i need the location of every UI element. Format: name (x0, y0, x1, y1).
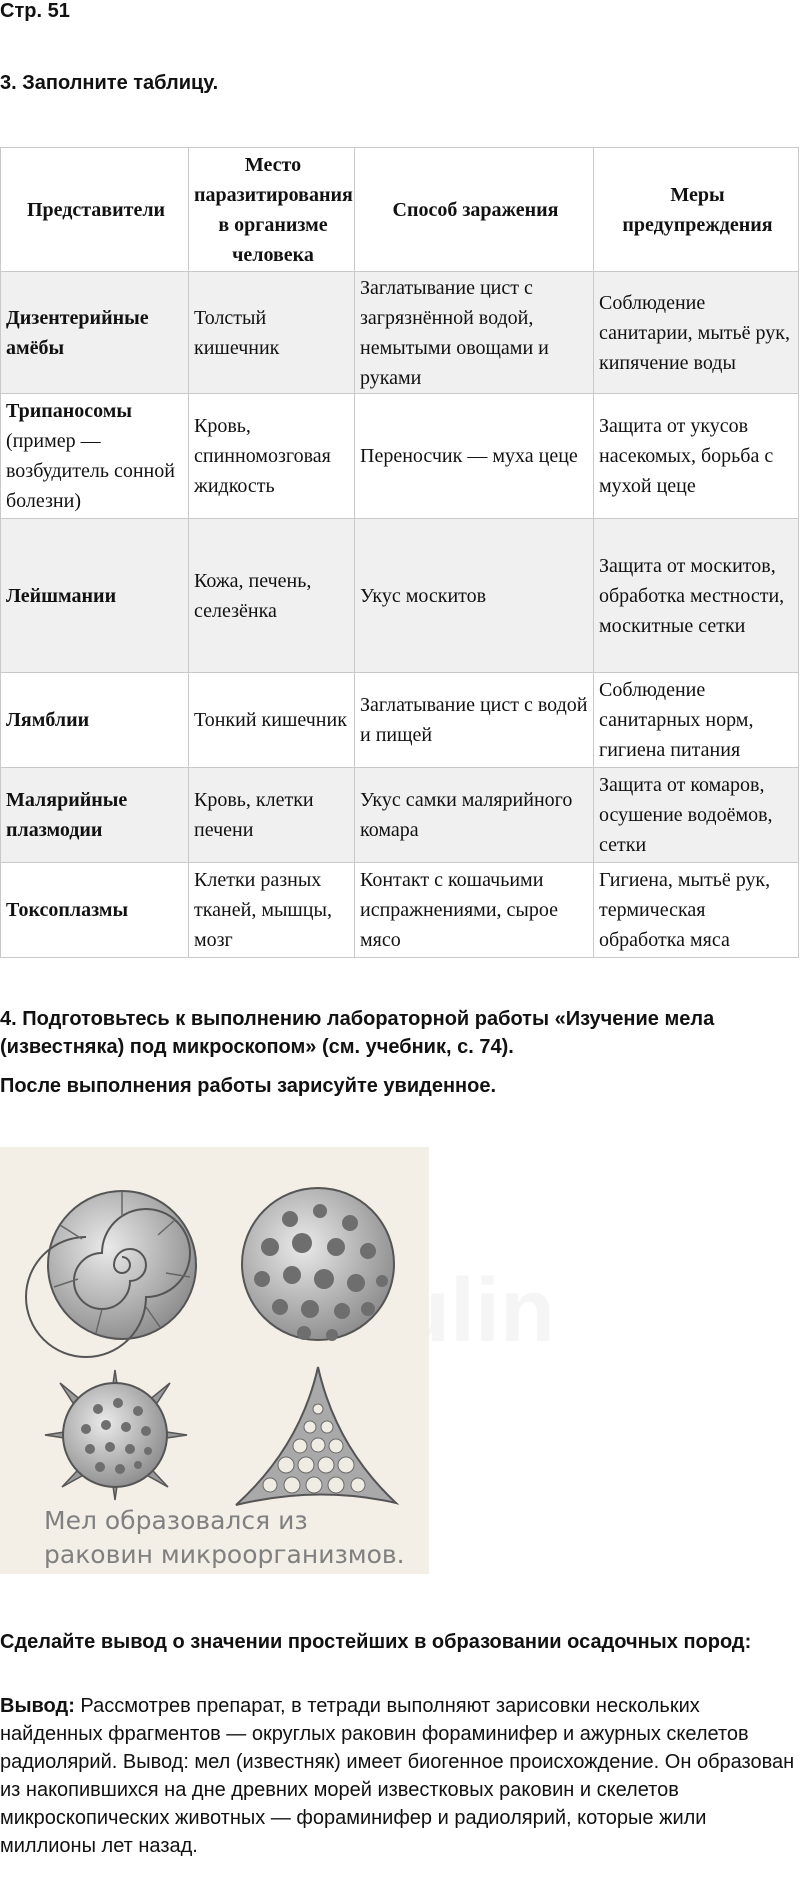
cell-infection: Заглатывание цист с загрязнённой водой, немытыми овощами и руками (355, 272, 594, 394)
cell-infection: Контакт с кошачьими испражнениями, сырое мясо (355, 863, 594, 958)
row-name: Лейшмании (6, 584, 117, 607)
cell-infection: Укус москитов (355, 519, 594, 673)
cell-prevention: Защита от комаров, осушение водоёмов, сетки (594, 768, 799, 863)
task-3-title: 3. Заполните таблицу. (0, 72, 219, 94)
cell-name (1, 863, 189, 958)
table-row (1, 768, 799, 863)
row-name: Дизентерийные амёбы (6, 306, 149, 359)
foraminifera-spiral-drawing (26, 1191, 196, 1357)
cell-place: Толстый кишечник (189, 272, 355, 394)
cell-infection: Укус самки малярийного комара (355, 768, 594, 863)
table-row (1, 394, 799, 519)
cell-prevention: Защита от укусов насекомых, борьба с мухой цеце (594, 394, 799, 519)
table-header-row (1, 148, 799, 272)
cell-prevention: Соблюдение санитарии, мытьё рук, кипячение воды (594, 272, 799, 394)
row-name: Малярийные плазмодии (6, 789, 128, 841)
table-row (1, 863, 799, 958)
header-representatives: Представители (1, 148, 189, 272)
header-infection: Способ заражения (355, 148, 594, 272)
row-name: Лямблии (6, 709, 90, 731)
task-4-instruction: После выполнения работы зарисуйте увиденное. (0, 1075, 497, 1097)
table-row (1, 673, 799, 768)
header-place: Место паразитирования в организме человека (189, 148, 355, 272)
radiolaria-spiky-drawing (45, 1370, 187, 1500)
cell-place: Клетки разных тканей, мышцы, мозг (189, 863, 355, 958)
drawing-caption-line-1: Мел образовался из (44, 1506, 308, 1535)
cell-name (1, 272, 189, 394)
conclusion (0, 1692, 795, 1860)
table-row (1, 272, 799, 394)
cell-name (1, 768, 189, 863)
row-name: Трипаносомы (6, 400, 133, 422)
table-row (1, 519, 799, 673)
cell-place: Тонкий кишечник (189, 673, 355, 768)
cell-place: Кожа, печень, селезёнка (189, 519, 355, 673)
parasites-table (0, 147, 799, 958)
cell-prevention: Соблюдение санитарных норм, гигиена питания (594, 673, 799, 768)
conclusion-text: Рассмотрев препарат, в тетради выполняют зарисовки нескольких найденных фрагментов — округлых раковин фораминифер и ажурных скелетов радиолярий. Вывод: мел (известняк) имеет биогенное происхождение. Он образован из накопившихся на дне древних морей известковых раковин и скелетов микроскопических животных — фораминифер и радиолярий, которые жили миллионы лет назад. (0, 1695, 795, 1857)
radiolaria-triangle-drawing (236, 1367, 396, 1505)
cell-name (1, 519, 189, 673)
cell-prevention: Гигиена, мытьё рук, термическая обработка мяса (594, 863, 799, 958)
microscope-drawing (0, 1147, 429, 1574)
cell-infection: Заглатывание цист с водой и пищей (355, 673, 594, 768)
cell-prevention: Защита от москитов, обработка местности, москитные сетки (594, 519, 799, 673)
cell-place: Кровь, клетки печени (189, 768, 355, 863)
row-name: Токсоплазмы (6, 899, 129, 921)
conclusion-label: Вывод: (0, 1695, 75, 1717)
cell-place: Кровь, спинномозговая жидкость (189, 394, 355, 519)
foraminifera-sphere-drawing (242, 1188, 394, 1341)
cell-infection: Переносчик — муха цеце (355, 394, 594, 519)
cell-name (1, 673, 189, 768)
page-number: Стр. 51 (0, 0, 70, 22)
drawing-caption-line-2: раковин микроорганизмов. (44, 1540, 405, 1569)
header-prevention: Меры предупреждения (594, 148, 799, 272)
row-note: (пример — возбудитель сонной болезни) (6, 430, 175, 512)
cell-name (1, 394, 189, 519)
conclusion-prompt: Сделайте вывод о значении простейших в образовании осадочных пород: (0, 1631, 752, 1653)
task-4-title: 4. Подготовьтесь к выполнению лабораторной работы «Изучение мела (известняка) под микроскопом» (см. учебник, с. 74). (0, 1008, 715, 1058)
